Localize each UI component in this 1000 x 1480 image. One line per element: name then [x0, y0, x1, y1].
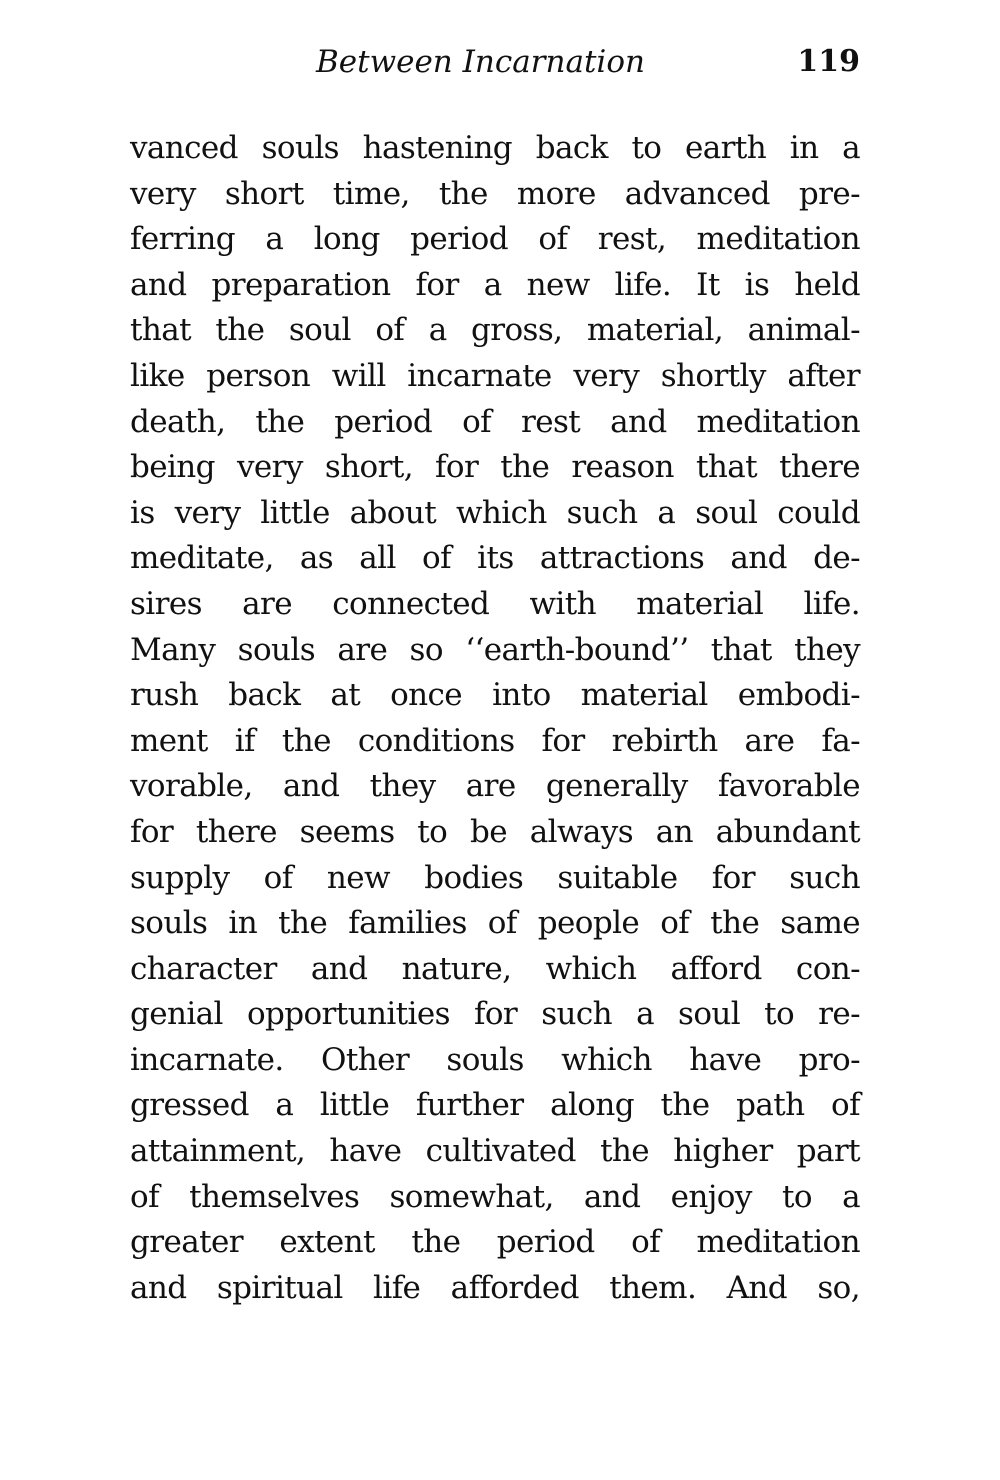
text-line: ferring a long period of rest, meditation	[130, 221, 860, 258]
text-line: of themselves somewhat, and enjoy to a	[130, 1178, 860, 1215]
text-line: rush back at once into material embodi-	[130, 677, 860, 714]
text-line: vanced souls hastening back to earth in a	[130, 130, 860, 166]
text-line: genial opportunities for such a soul to re-	[130, 996, 860, 1033]
text-line: attainment, have cultivated the higher part	[130, 1133, 860, 1170]
text-line: that the soul of a gross, material, animal-	[130, 312, 860, 349]
text-line: incarnate. Other souls which have pro-	[130, 1041, 860, 1078]
text-line: vorable, and they are generally favorable	[130, 768, 860, 805]
text-line: is very little about which such a soul could	[130, 494, 860, 531]
running-head	[130, 40, 860, 84]
text-line: ment if the conditions for rebirth are fa-	[130, 722, 860, 759]
text-line: and spiritual life afforded them. And so,	[130, 1269, 860, 1306]
page-number: 119	[797, 44, 860, 79]
text-line: very short time, the more advanced pre-	[130, 175, 860, 212]
text-line: death, the period of rest and meditation	[130, 403, 860, 440]
text-line: Many souls are so ‘‘earth-bound’’ that they	[130, 631, 860, 668]
text-line: for there seems to be always an abundant	[130, 813, 860, 850]
text-line: being very short, for the reason that there	[130, 449, 860, 486]
text-line: like person will incarnate very shortly after	[130, 357, 860, 394]
text-line: greater extent the period of meditation	[130, 1224, 860, 1261]
body-text	[130, 126, 860, 1311]
running-title: Between Incarnation	[316, 44, 645, 80]
text-line: gressed a little further along the path of	[130, 1087, 860, 1124]
text-line: character and nature, which afford con-	[130, 950, 860, 987]
text-line: supply of new bodies suitable for such	[130, 859, 860, 896]
text-line: souls in the families of people of the same	[130, 905, 860, 942]
text-line: meditate, as all of its attractions and de-	[130, 540, 860, 577]
text-line: sires are connected with material life.	[130, 585, 860, 622]
text-line: and preparation for a new life. It is held	[130, 266, 860, 303]
